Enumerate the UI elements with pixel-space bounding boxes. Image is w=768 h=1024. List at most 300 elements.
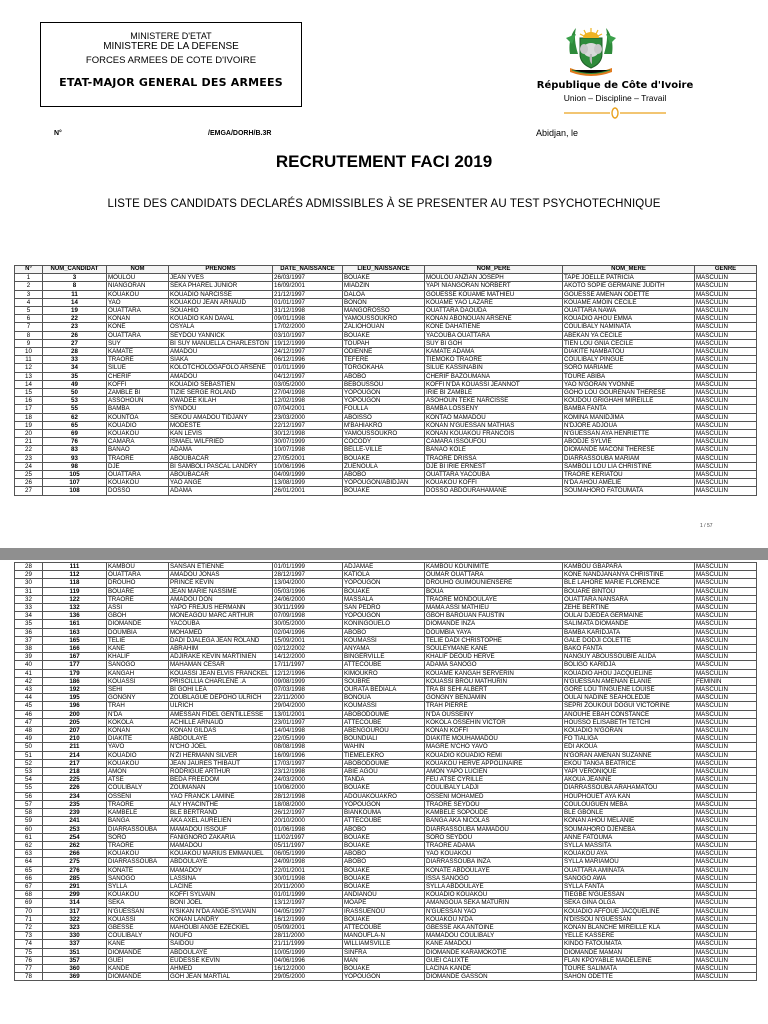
table-cell: KOUADIO KOUADIO REMI — [425, 751, 563, 759]
table-cell: MASCULIN — [695, 694, 757, 702]
table-cell: 76 — [15, 956, 43, 964]
table-cell: BAMBA KARIDJATA — [563, 628, 695, 636]
table-row — [15, 932, 757, 940]
table-cell: YAO FRANCK LAMINE — [169, 792, 273, 800]
table-row — [15, 899, 757, 907]
table-row — [15, 462, 757, 470]
table-cell: 161 — [43, 620, 107, 628]
document-title: RECRUTEMENT FACI 2019 — [275, 152, 493, 171]
table-cell: YAMOUSSOUKRO — [343, 315, 425, 323]
table-cell: ANYAMA — [343, 645, 425, 653]
table-cell: 18 — [15, 413, 43, 421]
table-cell: 291 — [43, 882, 107, 890]
table-row — [15, 735, 757, 743]
table-cell: 14/04/1998 — [273, 727, 343, 735]
table-cell: COULIBALY — [107, 784, 169, 792]
table-cell: GOUESSE AMENAN ODETTE — [563, 290, 695, 298]
table-cell: YAO KOUAKOU — [425, 850, 563, 858]
table-cell: KOUAME YAO LAZARE — [425, 298, 563, 306]
table-cell: KAMATE — [107, 348, 169, 356]
table-cell: 55 — [15, 784, 43, 792]
table-cell: BOUARE BINTOU — [563, 587, 695, 595]
table-cell: TRA BI SEHI ALBERT — [425, 686, 563, 694]
table-row — [15, 653, 757, 661]
table-row — [15, 792, 757, 800]
table-cell: LASSINA — [169, 874, 273, 882]
table-cell: 69 — [43, 430, 107, 438]
document-page-2 — [0, 560, 768, 1024]
table-cell: YACOUBA — [169, 620, 273, 628]
table-cell: 239 — [43, 809, 107, 817]
table-cell: GORE LOU TINGUENE LOUISE — [563, 686, 695, 694]
forces-line: FORCES ARMEES DE COTE D'IVOIRE — [85, 55, 257, 66]
table-cell: 35 — [15, 620, 43, 628]
table-cell: MAMADOU — [169, 841, 273, 849]
table-cell: MOAPE — [343, 899, 425, 907]
table-cell: 26/01/2001 — [273, 487, 343, 495]
table-row — [15, 380, 757, 388]
table-cell: MASCULIN — [695, 446, 757, 454]
table-row — [15, 907, 757, 915]
table-cell: 55 — [43, 405, 107, 413]
table-cell: 28 — [43, 348, 107, 356]
table-cell: PRINCE KEVIN — [169, 579, 273, 587]
table-cell: 111 — [43, 563, 107, 571]
table-cell: 32 — [15, 595, 43, 603]
table-cell: MAMADOY — [169, 866, 273, 874]
table-cell: DJE BI IRIE ERNEST — [425, 462, 563, 470]
table-cell: KONAN KOUAKOU FRANCOIS — [425, 430, 563, 438]
page-separator — [0, 548, 768, 560]
table-cell: BOLIGO KARIDJA — [563, 661, 695, 669]
table-cell: N'DA OUSSEINY — [425, 710, 563, 718]
table-cell: BOUAKE — [343, 866, 425, 874]
table-row — [15, 446, 757, 454]
table-cell: 48 — [15, 727, 43, 735]
table-cell: 62 — [43, 413, 107, 421]
table-cell: KONAN LANDRY — [169, 915, 273, 923]
table-cell: 26/12/1997 — [273, 809, 343, 817]
table-cell: ABOBO — [343, 825, 425, 833]
table-cell: 59 — [15, 817, 43, 825]
table-cell: 163 — [43, 628, 107, 636]
table-cell: 136 — [43, 612, 107, 620]
table-cell: 4 — [15, 298, 43, 306]
table-cell: CAMARA — [107, 438, 169, 446]
table-cell: 18/08/2000 — [273, 800, 343, 808]
table-cell: ABDOULAYE — [169, 858, 273, 866]
table-cell: KONINGOUELO — [343, 620, 425, 628]
table-row — [15, 628, 757, 636]
table-cell: 60 — [15, 825, 43, 833]
table-cell: 20 — [15, 430, 43, 438]
table-cell: 74 — [15, 940, 43, 948]
table-cell: 21 — [15, 438, 43, 446]
table-cell: 40 — [15, 661, 43, 669]
table-cell: MASCULIN — [695, 727, 757, 735]
table-cell: COULIBALY — [107, 932, 169, 940]
table-row — [15, 604, 757, 612]
table-cell: OUMAR OUATTARA — [425, 571, 563, 579]
table-cell: 23/01/1997 — [273, 718, 343, 726]
reference-code: /EMGA/DORH/B.3R — [208, 130, 272, 137]
table-cell: FANIGNORO ZAKARIA — [169, 833, 273, 841]
table-cell: KAN LEVIS — [169, 430, 273, 438]
table-cell: 28/12/1997 — [273, 571, 343, 579]
table-row — [15, 487, 757, 495]
republic-name: République de Côte d'Ivoire — [536, 80, 694, 91]
table-row — [15, 298, 757, 306]
table-cell: KOUADIO AHOU EMMA — [563, 315, 695, 323]
table-row — [15, 636, 757, 644]
table-cell: KOUAKOU JEAN ARNAUD — [169, 298, 273, 306]
table-cell: 28 — [15, 563, 43, 571]
table-cell: 19 — [15, 421, 43, 429]
table-cell: 107 — [43, 479, 107, 487]
table-cell: 108 — [43, 487, 107, 495]
table-cell: MASCULIN — [695, 372, 757, 380]
table-row — [15, 331, 757, 339]
table-cell: SAMBOLI LOU LIA CHRISTINE — [563, 462, 695, 470]
table-cell: MASCULIN — [695, 653, 757, 661]
table-cell: 72 — [15, 923, 43, 931]
table-cell: 16/12/2000 — [273, 964, 343, 972]
table-cell: MASCULIN — [695, 454, 757, 462]
table-cell: ZALIOHOUAN — [343, 323, 425, 331]
table-cell: SYNDOU — [169, 405, 273, 413]
table-cell: GONGNY BENJAMIN — [425, 694, 563, 702]
table-cell: 3 — [43, 274, 107, 282]
table-cell: SYLLA FANTA — [563, 882, 695, 890]
table-cell: 314 — [43, 899, 107, 907]
table-cell: ADJIRAKE KEVIN MARTINIEN — [169, 653, 273, 661]
candidates-table-page-2 — [14, 562, 757, 981]
table-cell: KOUAKOU — [107, 290, 169, 298]
table-cell: ISMAEL WILFRIED — [169, 438, 273, 446]
table-cell: GOH JEAN MARTIAL — [169, 973, 273, 981]
table-cell: KATIOLA — [343, 571, 425, 579]
table-cell: 10/06/1996 — [273, 462, 343, 470]
table-cell: DALOA — [343, 290, 425, 298]
table-cell: MASCULIN — [695, 915, 757, 923]
table-cell: KOKOLA — [107, 718, 169, 726]
table-cell: 33 — [15, 604, 43, 612]
table-cell: AKOUA JEANNE — [563, 776, 695, 784]
table-cell: 254 — [43, 833, 107, 841]
table-cell: ZOUBLAGUE DEPOHO ULRICH — [169, 694, 273, 702]
table-cell: RODRIGUE ARTHUR — [169, 768, 273, 776]
table-cell: 27/04/1998 — [273, 389, 343, 397]
table-cell: CHERIF — [107, 372, 169, 380]
table-cell: SANOGO AWA — [563, 874, 695, 882]
table-cell: FO TIALIGA — [563, 735, 695, 743]
table-cell: DOUMBIA — [107, 628, 169, 636]
table-cell: 77 — [15, 964, 43, 972]
table-cell: 04/06/1996 — [273, 956, 343, 964]
table-row — [15, 841, 757, 849]
table-cell: MASCULIN — [695, 718, 757, 726]
table-cell: KANE — [107, 940, 169, 948]
table-row — [15, 759, 757, 767]
table-cell: 22/12/1997 — [273, 421, 343, 429]
table-row — [15, 479, 757, 487]
table-row — [15, 964, 757, 972]
table-cell: 19 — [43, 307, 107, 315]
table-cell: 207 — [43, 727, 107, 735]
table-cell: ABOBODOUME — [343, 759, 425, 767]
table-cell: 75 — [15, 948, 43, 956]
table-cell: COULIBALY LADJI — [425, 784, 563, 792]
table-row — [15, 389, 757, 397]
table-cell: 01/01/1999 — [273, 364, 343, 372]
table-cell: DROUHO GUIMOUNIENSERE — [425, 579, 563, 587]
table-cell: KOUADIO NARCISSE — [169, 290, 273, 298]
table-cell: MASCULIN — [695, 323, 757, 331]
table-cell: DIOMANDE INZA — [425, 620, 563, 628]
table-cell: DIARRASSOUBA ARAHAMATOU — [563, 784, 695, 792]
table-cell: 226 — [43, 784, 107, 792]
table-cell: SILUE KASSINABIN — [425, 364, 563, 372]
table-cell: TAPE JOELLE PATRICIA — [563, 274, 695, 282]
table-cell: 225 — [43, 776, 107, 784]
table-cell: 22/11/2000 — [273, 694, 343, 702]
table-row — [15, 579, 757, 587]
table-cell: TEFERE — [343, 356, 425, 364]
table-cell: 78 — [15, 973, 43, 981]
reference-number-label: N° — [54, 130, 62, 137]
table-cell: 167 — [43, 653, 107, 661]
table-cell: MASCULIN — [695, 604, 757, 612]
table-cell: MASSALA — [343, 595, 425, 603]
table-cell: 28/11/2000 — [273, 932, 343, 940]
table-cell: IRASSUENOU — [343, 907, 425, 915]
table-cell: BI SUY MANUELLA CHARLESTON — [169, 339, 273, 347]
table-cell: TOURE ABIBA — [563, 372, 695, 380]
table-cell: BOUAKE — [343, 882, 425, 890]
table-cell: MASCULIN — [695, 923, 757, 931]
table-cell: KOUADIO N'GORAN — [563, 727, 695, 735]
table-cell: AHMED — [169, 964, 273, 972]
table-cell: 8 — [43, 282, 107, 290]
table-cell: KONE NANDJANANYA CHRISTINE — [563, 571, 695, 579]
table-cell: KHALIF — [107, 653, 169, 661]
table-cell: ABOUBACAR — [169, 454, 273, 462]
table-cell: 39 — [15, 653, 43, 661]
table-cell: KAMBELE — [107, 809, 169, 817]
candidates-table-page-1 — [14, 265, 757, 496]
table-cell: MASCULIN — [695, 809, 757, 817]
table-cell: COCODY — [343, 438, 425, 446]
table-cell: KONAN BLANCHE MIREILLE KLA — [563, 923, 695, 931]
table-cell: 30/12/1998 — [273, 430, 343, 438]
table-cell: KOUMASSI — [343, 636, 425, 644]
column-header: NOM_PERE — [425, 266, 563, 274]
table-cell: MASCULIN — [695, 331, 757, 339]
table-cell: TIEMOKO TRAORE — [425, 356, 563, 364]
table-cell: SUY — [107, 339, 169, 347]
table-cell: MASCULIN — [695, 563, 757, 571]
table-cell: MASCULIN — [695, 620, 757, 628]
table-cell: 205 — [43, 718, 107, 726]
table-cell: ODIENNE — [343, 348, 425, 356]
table-cell: YOPOUGON — [343, 973, 425, 981]
table-cell: ABDOULAYE — [169, 735, 273, 743]
table-cell: MANOUFLA-N — [343, 932, 425, 940]
table-row — [15, 421, 757, 429]
table-cell: AMON — [107, 768, 169, 776]
table-row — [15, 587, 757, 595]
table-row — [15, 923, 757, 931]
table-cell: IRIE BI ZAMBLE — [425, 389, 563, 397]
table-cell: SEPRI ZOUKOUI DOGUI VICTORINE — [563, 702, 695, 710]
table-cell: MASCULIN — [695, 956, 757, 964]
table-row — [15, 825, 757, 833]
table-cell: 16/09/1996 — [273, 751, 343, 759]
table-cell: ASSOHOUN — [107, 397, 169, 405]
table-cell: MASCULIN — [695, 282, 757, 290]
table-row — [15, 866, 757, 874]
table-cell: 30/07/1999 — [273, 438, 343, 446]
table-cell: MASCULIN — [695, 397, 757, 405]
table-cell: YOPOUGON — [343, 397, 425, 405]
table-cell: DIOMANDE — [107, 620, 169, 628]
table-cell: SYLLA ABDOULAYE — [425, 882, 563, 890]
table-cell: 14 — [43, 298, 107, 306]
table-cell: DIOMANDE — [107, 973, 169, 981]
table-cell: N'GUESSAN AYA HENRIETTE — [563, 430, 695, 438]
table-cell: TIEN LOU GNIA CECILE — [563, 339, 695, 347]
table-cell: MOULOU ANZIAN JOSEPH — [425, 274, 563, 282]
table-cell: TRAORE MONDOULAYE — [425, 595, 563, 603]
table-cell: YAMOUSSOUKRO — [343, 430, 425, 438]
table-cell: ASSI — [107, 604, 169, 612]
table-cell: 13/04/2000 — [273, 579, 343, 587]
page-number: 1 / 57 — [700, 523, 713, 529]
table-cell: 50 — [15, 743, 43, 751]
table-cell: DOSSO — [107, 487, 169, 495]
table-cell: AMESSAN FIDEL GENTILLESSE — [169, 710, 273, 718]
table-cell: TRAORE — [107, 800, 169, 808]
table-cell: 11 — [43, 290, 107, 298]
table-cell: 16/09/2001 — [273, 282, 343, 290]
table-cell: TRAORE SEYDOU — [425, 800, 563, 808]
table-cell: AMADOU JONAS — [169, 571, 273, 579]
table-cell: MASCULIN — [695, 686, 757, 694]
table-cell: 05/09/2001 — [273, 923, 343, 931]
table-cell: 214 — [43, 751, 107, 759]
table-header-row — [15, 266, 757, 274]
table-cell: DIARRASSOUBA INZA — [425, 858, 563, 866]
table-cell: TRAORE — [107, 454, 169, 462]
table-cell: ABEKAN YA CECILE — [563, 331, 695, 339]
table-cell: OUATTARA — [107, 307, 169, 315]
table-cell: ATTECOUBE — [343, 923, 425, 931]
table-cell: N'GORAN AMENAN SUZANNE — [563, 751, 695, 759]
table-row — [15, 973, 757, 981]
table-cell: KONTAO MAMADOU — [425, 413, 563, 421]
table-cell: ABIE AGOU — [343, 768, 425, 776]
table-cell: MASCULIN — [695, 850, 757, 858]
table-cell: KONE — [107, 323, 169, 331]
table-cell: ISSA SANOGO — [425, 874, 563, 882]
table-cell: YOPOUGON — [343, 389, 425, 397]
table-cell: MASCULIN — [695, 743, 757, 751]
table-cell: KOUADIO KAN DAVAL — [169, 315, 273, 323]
table-cell: KOUAKOU — [107, 891, 169, 899]
table-cell: 360 — [43, 964, 107, 972]
table-cell: 53 — [43, 397, 107, 405]
table-cell: 10/05/1999 — [273, 948, 343, 956]
table-row — [15, 800, 757, 808]
table-cell: 12/12/1996 — [273, 669, 343, 677]
table-cell: SAIDOU — [169, 940, 273, 948]
table-cell: MASCULIN — [695, 479, 757, 487]
table-cell: TOURE SALIMATA — [563, 964, 695, 972]
table-cell: TOUPAH — [343, 339, 425, 347]
table-cell: 15/09/2001 — [273, 636, 343, 644]
table-cell: MASCULIN — [695, 430, 757, 438]
table-cell: 04/09/1999 — [273, 471, 343, 479]
table-cell: 05/03/1996 — [273, 587, 343, 595]
table-row — [15, 686, 757, 694]
table-cell: SORO — [107, 833, 169, 841]
table-cell: KOUAKOU MARIUS EMMANUEL — [169, 850, 273, 858]
table-cell: AMADOU — [169, 348, 273, 356]
table-cell: 299 — [43, 891, 107, 899]
table-cell: YAO — [107, 298, 169, 306]
table-cell: 13/12/1997 — [273, 899, 343, 907]
table-cell: 10/07/1998 — [273, 446, 343, 454]
table-cell: 03/05/2000 — [273, 380, 343, 388]
table-cell: MASCULIN — [695, 339, 757, 347]
table-cell: KONATE ABDOULAYE — [425, 866, 563, 874]
table-cell: 27 — [15, 487, 43, 495]
table-cell: SEKA GINA OLGA — [563, 899, 695, 907]
table-cell: 50 — [43, 389, 107, 397]
table-cell: BAMBA FANTA — [563, 405, 695, 413]
table-cell: OUATTARA — [107, 331, 169, 339]
table-row — [15, 948, 757, 956]
table-cell: EDI AKOUA — [563, 743, 695, 751]
table-row — [15, 595, 757, 603]
table-cell: 24/03/2000 — [273, 776, 343, 784]
table-cell: SUY BI GOH — [425, 339, 563, 347]
table-cell: N'DISSOU N'GUESSAN — [563, 915, 695, 923]
table-cell: 235 — [43, 800, 107, 808]
table-cell: ABOBO — [343, 850, 425, 858]
table-cell: YELLE KASSERE — [563, 932, 695, 940]
table-cell: KONAN — [107, 315, 169, 323]
table-cell: 132 — [43, 604, 107, 612]
table-cell: 112 — [43, 571, 107, 579]
table-cell: ANNE FATOUMA — [563, 833, 695, 841]
table-row — [15, 282, 757, 290]
table-cell: 30 — [15, 579, 43, 587]
table-cell: 47 — [15, 718, 43, 726]
table-row — [15, 809, 757, 817]
table-cell: 63 — [15, 850, 43, 858]
table-cell: SYLLA MARIAMOU — [563, 858, 695, 866]
table-cell: KOUADIO — [107, 421, 169, 429]
table-cell: BOUAKE — [343, 454, 425, 462]
table-cell: 17 — [15, 405, 43, 413]
table-row — [15, 348, 757, 356]
table-row — [15, 290, 757, 298]
table-cell: 31/12/1998 — [273, 307, 343, 315]
table-cell: N'GUESSAN AMENAN ELANIE — [563, 677, 695, 685]
table-row — [15, 307, 757, 315]
table-cell: MASCULIN — [695, 800, 757, 808]
